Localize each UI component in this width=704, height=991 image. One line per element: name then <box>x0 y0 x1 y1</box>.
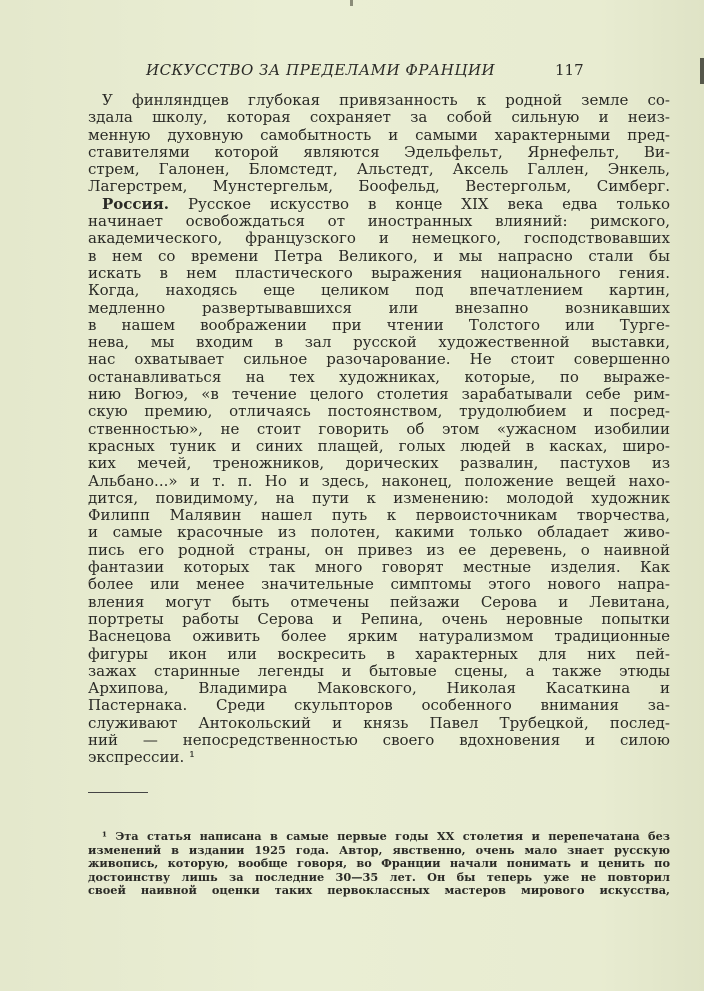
text-line: ких мечей, треножников, дорических развалин, пастухов из <box>88 454 670 473</box>
text-line: в нашем воображении при чтении Толстого или Турге- <box>88 315 670 334</box>
footnote-line: изменений в издании 1925 года. Автор, явственно, очень мало знает русскую <box>88 842 670 857</box>
text-line: нию Вогюэ, «в течение целого столетия зарабатывали себе рим- <box>88 385 670 404</box>
text-line: Пастернака. Среди скульпторов особенного внимания за- <box>88 696 670 715</box>
text-line: зажах старинные легенды и бытовые сцены, а также этюды <box>88 661 670 680</box>
text-line: нас охватывает сильное разочарование. Не стоит совершенно <box>88 350 670 369</box>
text-line: пись его родной страны, он привез из ее деревень, о наивной <box>88 540 670 559</box>
text-line: служивают Антокольский и князь Павел Трубецкой, послед- <box>88 713 670 732</box>
footnote <box>88 830 670 898</box>
text-line: экспрессии. ¹ <box>88 748 195 767</box>
text-line: Архипова, Владимира Маковского, Николая Касаткина и <box>88 679 670 698</box>
footnote-divider <box>88 792 148 793</box>
text-line: стрем, Галонен, Бломстедт, Альстедт, Аксель Галлен, Энкель, <box>88 160 670 179</box>
page-number: 117 <box>555 61 584 79</box>
text-line: менную духовную самобытность и самыми характерными пред- <box>88 125 670 144</box>
text-line: У финляндцев глубокая привязанность к родной земле со- <box>102 91 670 109</box>
text-line: Когда, находясь еще целиком под впечатлением картин, <box>88 281 670 300</box>
text-line: скую премию, отличаясь постоянством, трудолюбием и посред- <box>88 402 670 421</box>
text-line: Филипп Малявин нашел путь к первоисточникам творчества, <box>88 506 670 525</box>
text-line: ственностью», не стоит говорить об этом «ужасном изобилии <box>88 419 670 438</box>
text-line: Альбано...» и т. п. Но и здесь, наконец, положение вещей нахо- <box>88 471 670 490</box>
text-line: в нем со времени Петра Великого, и мы напрасно стали бы <box>88 246 670 265</box>
text-line: красных туник и синих плащей, голых людей в касках, широ- <box>88 436 670 455</box>
text-line: ний — непосредственностью своего вдохновения и силою <box>88 730 670 749</box>
text-line: здала школу, которая сохраняет за собой сильную и неиз- <box>88 108 670 127</box>
text-line <box>88 196 670 213</box>
text-line: академического, французского и немецкого, господствовавших <box>88 229 670 248</box>
text-line: фигуры икон или воскресить в характерных для них пей- <box>88 644 670 663</box>
text-line: ставителями которой являются Эдельфельт, Ярнефельт, Ви- <box>88 142 670 161</box>
text-line: искать в нем пластического выражения национального гения. <box>88 263 670 282</box>
text-line: медленно развертывавшихся или внезапно возникавших <box>88 298 670 317</box>
body-text <box>88 92 670 767</box>
footnote-line: живопись, которую, вообще говоря, во Франции начали понимать и ценить по <box>88 856 670 871</box>
text-line: фантазии которых так много говорят местные изделия. Как <box>88 558 670 577</box>
text-line: начинает освобождаться от иностранных влияний: римского, <box>88 212 670 231</box>
text-line: останавливаться на тех художниках, которые, по выраже- <box>88 367 670 386</box>
footnote-line: своей наивной оценки таких первоклассных мастеров мирового искусства, <box>88 883 670 898</box>
scan-mark <box>350 0 353 6</box>
text-line: нева, мы входим в зал русской художественной выставки, <box>88 333 670 352</box>
text-line: Лагерстрем, Мунстергельм, Боофельд, Вестергольм, Симберг. <box>88 177 670 196</box>
text-line: и самые красочные из полотен, какими только обладает живо- <box>88 523 670 542</box>
section-heading: Россия. <box>102 194 169 213</box>
text-span: Русское искусство в конце XIX века едва только <box>187 194 670 213</box>
text-line: более или менее значительные симптомы этого нового напра- <box>88 575 670 594</box>
running-header: ИСКУССТВО ЗА ПРЕДЕЛАМИ ФРАНЦИИ <box>146 61 496 79</box>
page-edge-mark <box>700 58 704 84</box>
footnote-line: ¹ Эта статья написана в самые первые годы XX столетия и перепечатана без <box>102 829 670 843</box>
text-line: вления могут быть отмечены пейзажи Серова и Левитана, <box>88 592 670 611</box>
text-line: портреты работы Серова и Репина, очень неровные попытки <box>88 609 670 628</box>
text-line: дится, повидимому, на пути к изменению: молодой художник <box>88 488 670 507</box>
footnote-line: достоинству лишь за последние 30—35 лет. Он бы теперь уже не повторил <box>88 869 670 884</box>
text-line: Васнецова оживить более ярким натурализмом традиционные <box>88 627 670 646</box>
